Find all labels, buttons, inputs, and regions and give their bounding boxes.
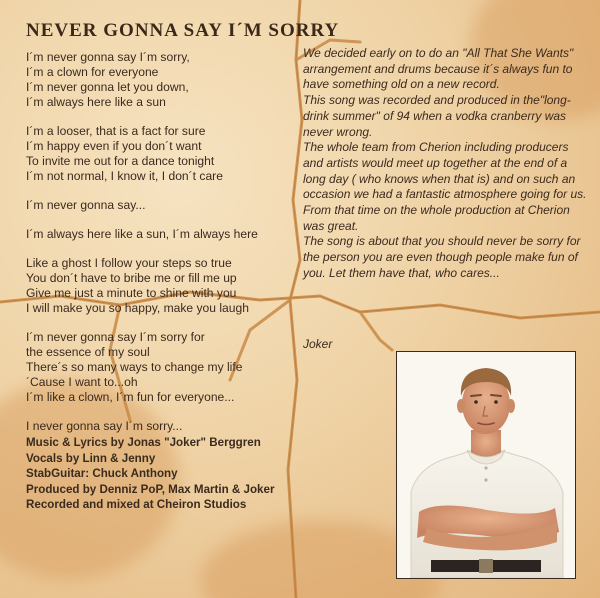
lyrics-stanza <box>26 419 301 434</box>
notes-paragraph: This song was recorded and produced in the"long-drink summer" of 94 when a vodka cranberry was never wrong. <box>303 93 571 139</box>
lyrics-block <box>26 50 301 448</box>
lyric-line: I´m happy even if you don´t want <box>26 139 202 153</box>
lyric-line: I´m a looser, that is a fact for sure <box>26 124 206 138</box>
lyric-line: I´m never gonna say I´m sorry, <box>26 50 190 64</box>
lyric-line: I´m never gonna let you down, <box>26 80 189 94</box>
lyric-line: Like a ghost I follow your steps so true <box>26 256 232 270</box>
lyric-line: the essence of my soul <box>26 345 150 359</box>
credit-line: Recorded and mixed at Cheiron Studios <box>26 498 247 511</box>
lyric-line: I´m like a clown, I´m fun for everyone... <box>26 390 235 404</box>
notes-paragraph: The song is about that you should never be sorry for the person you are even though people make fun of you. Let them have that, who cares... <box>303 234 581 280</box>
credits-block <box>26 435 301 513</box>
lyric-line: I´m always here like a sun, I´m always here <box>26 227 258 241</box>
song-title: NEVER GONNA SAY I´M SORRY <box>26 20 340 41</box>
lyrics-stanza <box>26 330 301 405</box>
lyric-line: I´m never gonna say... <box>26 198 146 212</box>
lyric-line: Give me just a minute to shine with you <box>26 286 237 300</box>
lyric-line: I´m never gonna say I´m sorry for <box>26 330 205 344</box>
lyric-line: I never gonna say I´m sorry... <box>26 419 183 433</box>
lyrics-stanza <box>26 50 301 110</box>
lyrics-stanza <box>26 256 301 316</box>
credit-line: StabGuitar: Chuck Anthony <box>26 467 178 480</box>
artist-photo <box>396 351 576 579</box>
lyric-line: You don´t have to bribe me or fill me up <box>26 271 237 285</box>
lyrics-stanza <box>26 198 301 213</box>
lyric-line: To invite me out for a dance tonight <box>26 154 215 168</box>
lyric-line: ´Cause I want to...oh <box>26 375 138 389</box>
lyric-line: I´m not normal, I know it, I don´t care <box>26 169 223 183</box>
lyric-line: I will make you so happy, make you laugh <box>26 301 249 315</box>
notes-paragraph: The whole team from Cherion including producers and artists would meet up together at the end of a long day ( who knows when that is) and on such an occasion we had a fantastic atmosphere going for us. From that time on the whole production at Cherion was great. <box>303 140 587 233</box>
notes-signature: Joker <box>303 337 333 351</box>
credit-line: Vocals by Linn & Jenny <box>26 451 156 465</box>
liner-notes <box>303 46 589 282</box>
lyric-line: I´m a clown for everyone <box>26 65 159 79</box>
lyrics-stanza <box>26 124 301 184</box>
lyrics-stanza <box>26 227 301 242</box>
lyric-line: I´m always here like a sun <box>26 95 166 109</box>
credit-line: Music & Lyrics by Jonas "Joker" Berggren <box>26 436 261 449</box>
credit-line: Produced by Denniz PoP, Max Martin & Joker <box>26 482 275 496</box>
artist-portrait-illustration <box>397 352 575 578</box>
notes-paragraph: We decided early on to do an "All That She Wants" arrangement and drums because it´s always fun to have something old on a new record. <box>303 46 574 92</box>
lyric-line: There´s so many ways to change my life <box>26 360 243 374</box>
